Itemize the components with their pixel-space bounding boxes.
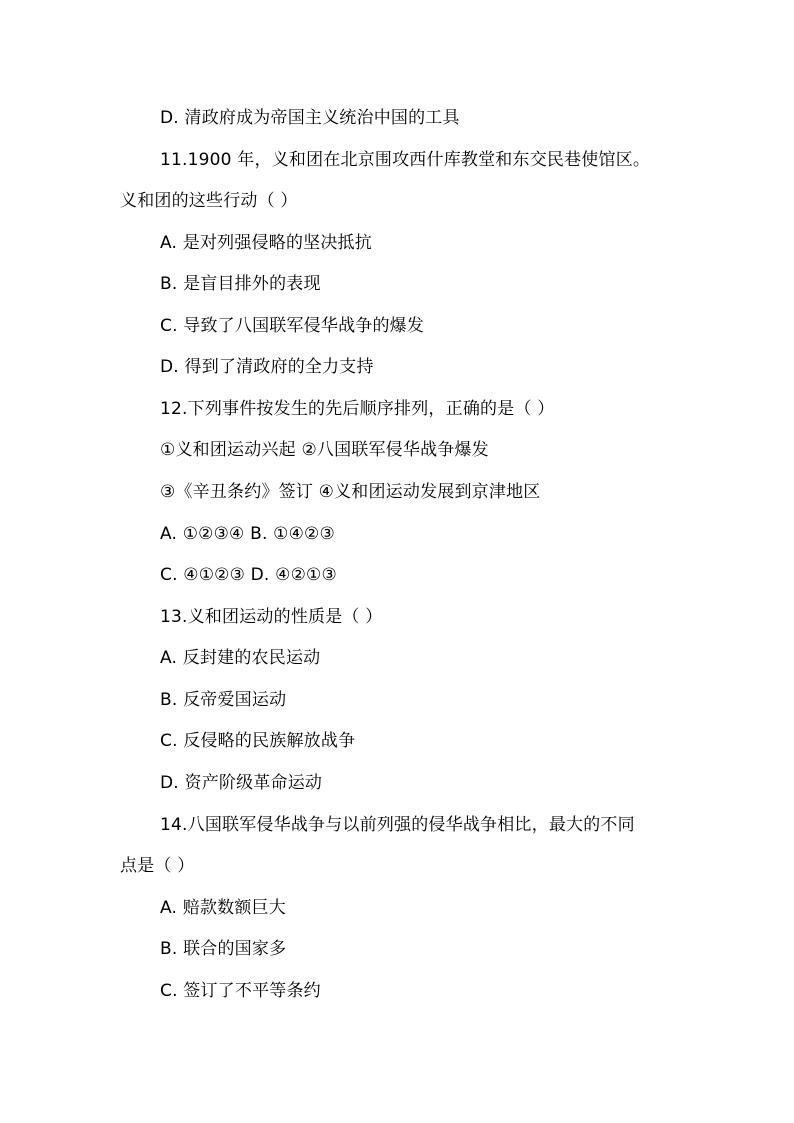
q11-stem-continued: 义和团的这些行动（ ）	[120, 191, 298, 211]
q14-option-a: A. 赔款数额巨大	[160, 898, 286, 918]
q12-stem: 12.下列事件按发生的先后顺序排列，正确的是（ ）	[160, 399, 555, 419]
q11-stem: 11.1900 年，义和团在北京围攻西什库教堂和东交民巷使馆区。	[160, 150, 651, 170]
q11-option-d: D. 得到了清政府的全力支持	[160, 357, 374, 377]
q14-option-b: B. 联合的国家多	[160, 939, 287, 959]
q14-option-c: C. 签订了不平等条约	[160, 981, 321, 1001]
q13-option-a: A. 反封建的农民运动	[160, 648, 321, 668]
q13-stem: 13.义和团运动的性质是（ ）	[160, 607, 383, 627]
q12-events-1: ①义和团运动兴起 ②八国联军侵华战争爆发	[160, 440, 489, 460]
q11-option-b: B. 是盲目排外的表现	[160, 274, 321, 294]
q12-options-cd: C. ④①②③ D. ④②①③	[160, 565, 337, 585]
q11-option-a: A. 是对列强侵略的坚决抵抗	[160, 233, 372, 253]
q13-option-d: D. 资产阶级革命运动	[160, 773, 323, 793]
q13-option-b: B. 反帝爱国运动	[160, 690, 287, 710]
q13-option-c: C. 反侵略的民族解放战争	[160, 731, 356, 751]
q14-stem: 14.八国联军侵华战争与以前列强的侵华战争相比，最大的不同	[160, 815, 635, 835]
q12-options-ab: A. ①②③④ B. ①④②③	[160, 524, 335, 544]
q10-option-d: D. 清政府成为帝国主义统治中国的工具	[160, 108, 460, 128]
q14-stem-continued: 点是（ ）	[120, 856, 195, 876]
q11-option-c: C. 导致了八国联军侵华战争的爆发	[160, 316, 425, 336]
q12-events-2: ③《辛丑条约》签订 ④义和团运动发展到京津地区	[160, 482, 541, 502]
